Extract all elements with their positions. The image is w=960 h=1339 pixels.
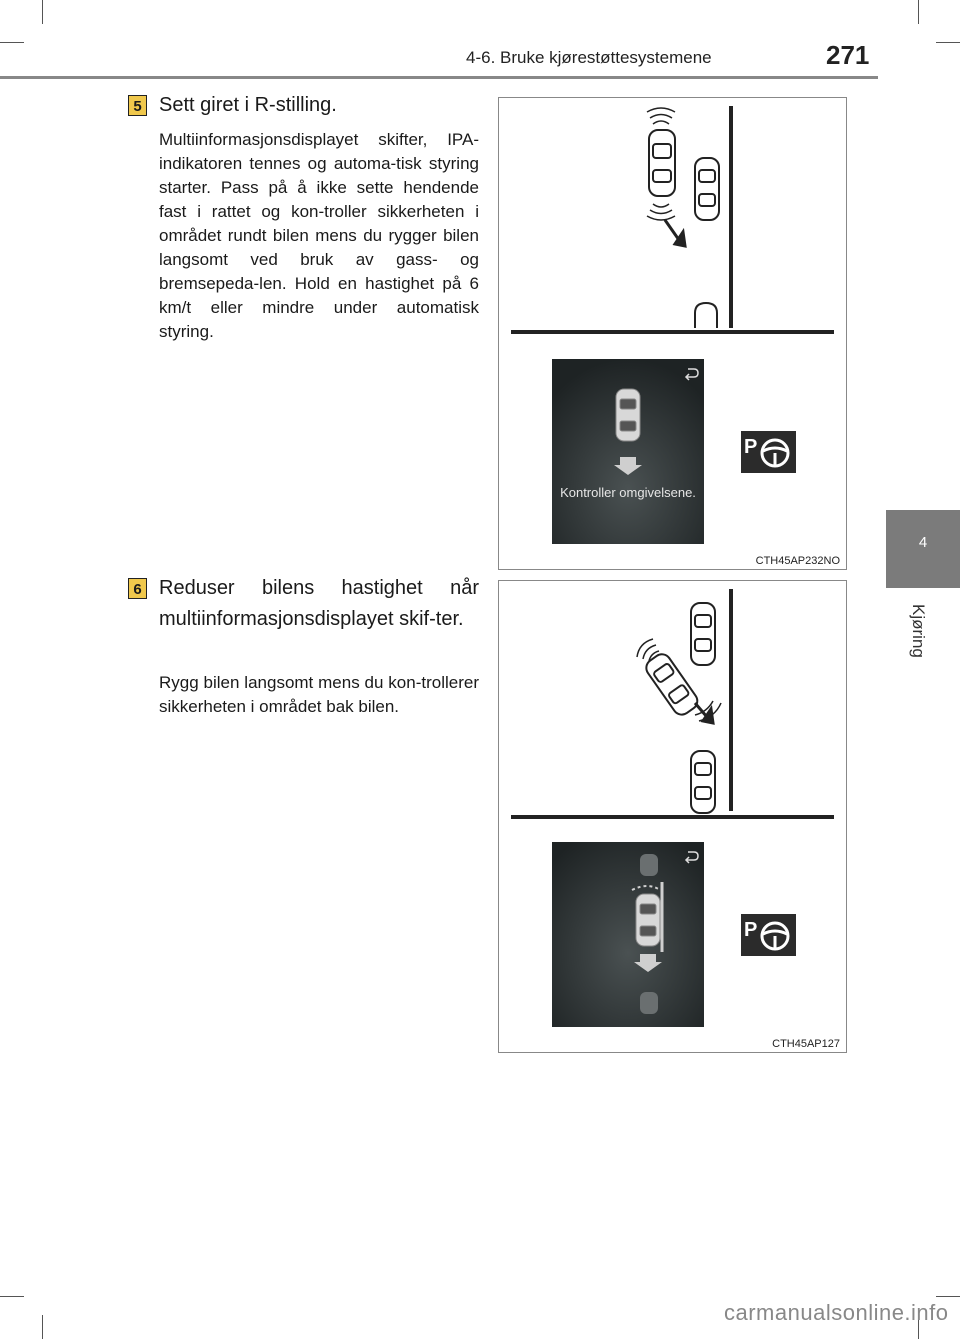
display-graphic: [552, 842, 704, 1027]
crop-mark: [918, 0, 919, 24]
crop-mark: [0, 1296, 24, 1297]
figure-parking-slow-reverse: [498, 580, 847, 1053]
figure-code: CTH45AP232NO: [755, 555, 840, 567]
watermark[interactable]: carmanualsonline.info: [724, 1300, 949, 1325]
crop-mark: [0, 42, 24, 43]
steering-wheel-icon: [741, 431, 796, 473]
crop-mark: [936, 1296, 960, 1297]
parked-car-icon: [640, 992, 658, 1014]
crop-mark: [42, 1315, 43, 1339]
car-top-view-icon: [649, 130, 675, 196]
steering-wheel-icon: [741, 914, 796, 956]
display-message: Kontroller omgivelsene.: [560, 485, 696, 500]
car-top-view-icon: [691, 603, 715, 665]
parking-diagram: [499, 581, 846, 821]
car-top-view-icon: [695, 158, 719, 220]
crop-mark: [42, 0, 43, 24]
step-description: Multiinformasjonsdisplayet skifter, IPA-indikatoren tennes og automa-tisk styring starter. Pass på å ikke sette hendende fast i rattet og kon-troller sikkerheten i området rundt bilen mens du rygger bilen langsomt ved bruk av gass- og bremsepeda-len. Hold en hastighet på 6 km/t eller mindre under automatisk styring.: [159, 130, 479, 341]
section-title: 4-6. Bruke kjørestøttesystemene: [466, 48, 712, 67]
parking-assist-indicator: [741, 431, 796, 473]
car-top-view-icon: [691, 751, 715, 813]
step-number-badge: 6: [128, 578, 147, 599]
multi-information-display: [552, 359, 704, 544]
header-rule: [0, 76, 878, 79]
crop-mark: [936, 42, 960, 43]
parking-diagram: [499, 98, 846, 338]
svg-text:P: P: [744, 436, 758, 458]
parking-assist-indicator: [741, 914, 796, 956]
step-title: Reduser bilens hastighet når multiinformasjonsdisplayet skif-ter.: [159, 577, 479, 630]
step-description: Rygg bilen langsomt mens du kon-trollerer sikkerheten i området bak bilen.: [159, 673, 479, 716]
figure-code: CTH45AP127: [772, 1038, 840, 1050]
page-number: 271: [826, 40, 870, 70]
car-top-view-icon: [695, 303, 717, 328]
step-number-badge: 5: [128, 95, 147, 116]
chapter-label: Kjøring: [909, 604, 928, 658]
chapter-number: 4: [918, 534, 928, 551]
multi-information-display: [552, 842, 704, 1027]
step-title: Sett giret i R-stilling.: [159, 94, 337, 116]
arrow-icon: [665, 220, 685, 246]
display-graphic: [552, 359, 704, 544]
figure-parking-reverse: [498, 97, 847, 570]
svg-text:P: P: [744, 919, 758, 941]
chapter-tab[interactable]: [886, 510, 960, 588]
car-top-view-icon: [616, 389, 640, 441]
car-top-view-icon: [636, 894, 660, 946]
parked-car-icon: [640, 854, 658, 876]
